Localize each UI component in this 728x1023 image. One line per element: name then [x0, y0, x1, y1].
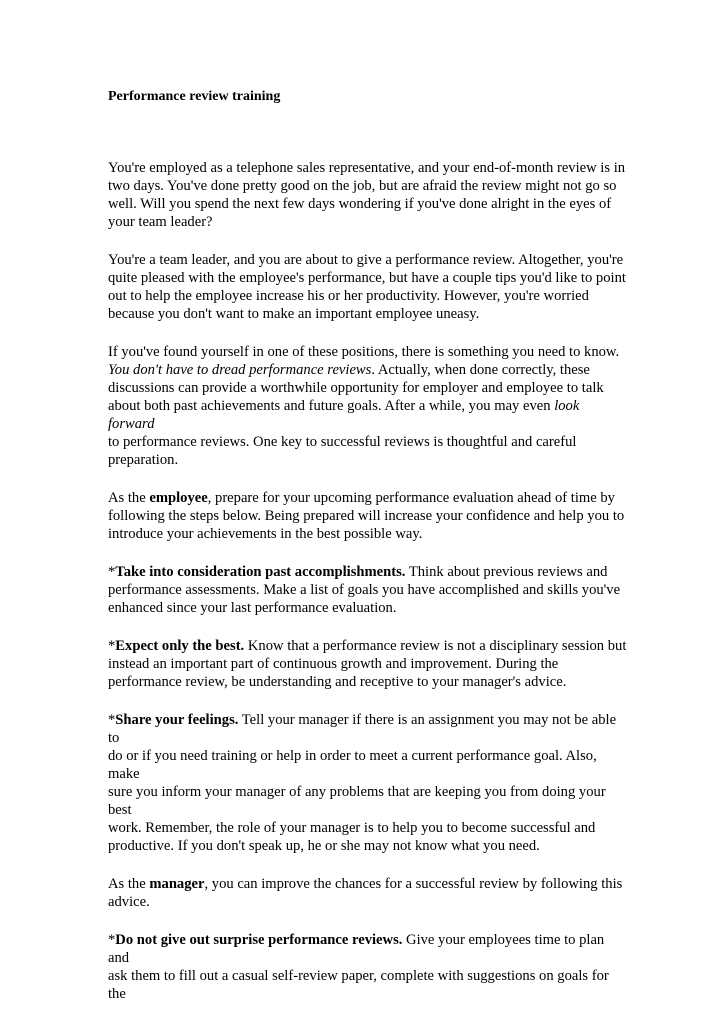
text-line: You're employed as a telephone sales representative, and your end-of-month review is in [108, 160, 626, 176]
text-segment: . Actually, when done correctly, these [371, 362, 590, 378]
paragraph-6 [108, 637, 628, 691]
text-line: following the steps below. Being prepared will increase your confidence and help you to [108, 508, 625, 524]
text-line: performance assessments. Make a list of goals you have accomplished and skills you've [108, 582, 621, 598]
bullet-marker: * [108, 564, 116, 580]
text-segment: , prepare for your upcoming performance evaluation ahead of time by [207, 490, 615, 506]
text-line: advice. [108, 894, 150, 910]
text-line: productive. If you don't speak up, he or she may not know what you need. [108, 838, 540, 854]
text-segment: Tell your manager if there is an assignment you may not be able to [108, 712, 617, 746]
text-line: out to help the employee increase his or her productivity. However, you're worried [108, 288, 589, 304]
text-line: You're a team leader, and you are about to give a performance review. Altogether, you're [108, 252, 624, 268]
bullet-marker: * [108, 712, 116, 728]
text-segment: As the [108, 490, 150, 506]
bold-heading: Share your feelings. [115, 712, 239, 728]
italic-phrase: look forward [108, 398, 580, 432]
text-segment: Know that a performance review is not a disciplinary session but [244, 638, 627, 654]
text-segment: about both past achievements and future goals. After a while, you may even [108, 398, 555, 414]
italic-phrase: You don't have to dread performance reviews [108, 362, 372, 378]
bold-keyword: employee [149, 490, 208, 506]
text-segment: Think about previous reviews and [405, 564, 608, 580]
text-line: sure you inform your manager of any problems that are keeping you from doing your best [108, 784, 606, 818]
bold-keyword: manager [149, 876, 205, 892]
text-line: preparation. [108, 452, 179, 468]
text-line: If you've found yourself in one of these positions, there is something you need to know. [108, 344, 620, 360]
text-line: discussions can provide a worthwhile opportunity for employer and employee to talk [108, 380, 604, 396]
text-segment: As the [108, 876, 150, 892]
text-line: enhanced since your last performance evaluation. [108, 600, 397, 616]
paragraph-4 [108, 489, 628, 543]
text-line: because you don't want to make an important employee uneasy. [108, 306, 480, 322]
document-title: Performance review training [108, 89, 281, 104]
text-line: to performance reviews. One key to successful reviews is thoughtful and careful [108, 434, 577, 450]
bullet-marker: * [108, 638, 116, 654]
paragraph-1 [108, 159, 628, 231]
paragraph-9 [108, 931, 628, 1003]
bold-heading: Expect only the best. [115, 638, 245, 654]
text-line: introduce your achievements in the best possible way. [108, 526, 423, 542]
paragraph-5 [108, 563, 628, 617]
text-line: quite pleased with the employee's performance, but have a couple tips you'd like to point [108, 270, 626, 286]
text-line: ask them to fill out a casual self-review paper, complete with suggestions on goals for the [108, 968, 609, 1002]
bold-heading: Do not give out surprise performance reviews. [115, 932, 403, 948]
document-body [108, 159, 628, 1023]
text-line: work. Remember, the role of your manager is to help you to become successful and [108, 820, 596, 836]
bullet-marker: * [108, 932, 116, 948]
text-line: instead an important part of continuous growth and improvement. During the [108, 656, 559, 672]
paragraph-3 [108, 343, 628, 469]
paragraph-8 [108, 875, 628, 911]
text-line: two days. You've done pretty good on the job, but are afraid the review might not go so [108, 178, 617, 194]
text-line: well. Will you spend the next few days wondering if you've done alright in the eyes of [108, 196, 612, 212]
paragraph-7 [108, 711, 628, 855]
text-line: performance review, be understanding and receptive to your manager's advice. [108, 674, 567, 690]
bold-heading: Take into consideration past accomplishments. [115, 564, 406, 580]
paragraph-2 [108, 251, 628, 323]
text-line: do or if you need training or help in order to meet a current performance goal. Also, make [108, 748, 597, 782]
text-line: your team leader? [108, 214, 213, 230]
text-segment: , you can improve the chances for a successful review by following this [204, 876, 623, 892]
text-segment: Give your employees time to plan and [108, 932, 605, 966]
